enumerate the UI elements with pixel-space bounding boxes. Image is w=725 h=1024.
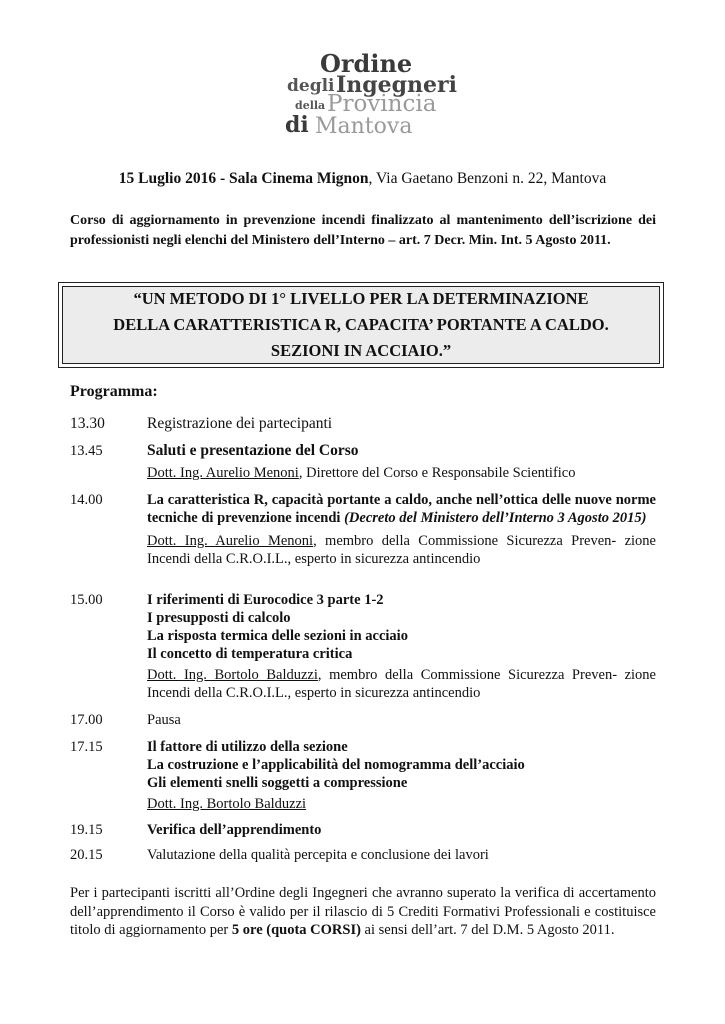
program-text: Registrazione dei partecipanti: [147, 415, 333, 432]
program-text: La caratteristica R, capacità portante a caldo, anche nell’ottica delle nuove norme tecniche di prevenzione incendi: [147, 492, 656, 526]
logo-word-della: della: [295, 99, 326, 112]
program-line: La risposta termica delle sezioni in acciaio: [147, 628, 408, 644]
course-title: [62, 286, 660, 364]
course-intro: Corso di aggiornamento in prevenzione incendi finalizzato al mantenimento dell’iscrizione dei professionisti negli elenchi del Ministero dell’Interno – art. 7 Decr. Min. Int. 5 Agosto 2011.: [70, 213, 656, 248]
logo-word-degli: degli: [287, 76, 335, 96]
speaker-name: Dott. Ing. Bortolo Balduzzi: [147, 667, 318, 683]
logo-word-ordine: Ordine: [320, 49, 413, 78]
credits-note: [70, 884, 656, 940]
program-time: 20.15: [70, 847, 103, 863]
program-time: 17.00: [70, 712, 103, 728]
speaker-name: Dott. Ing. Aurelio Menoni: [147, 465, 299, 481]
speaker-name: Dott. Ing. Bortolo Balduzzi: [147, 796, 307, 812]
program-time: 13.45: [70, 443, 103, 459]
event-address: , Via Gaetano Benzoni n. 22, Mantova: [368, 170, 607, 187]
program-text: Saluti e presentazione del Corso: [147, 442, 359, 459]
speaker-role: , membro della Commissione Sicurezza Preven- zione Incendi della C.R.O.I.L., esperto in sicurezza antincendio: [147, 533, 656, 567]
speaker-role: , membro della Commissione Sicurezza Preven- zione Incendi della C.R.O.I.L., esperto in sicurezza antincendio: [147, 667, 656, 701]
title-line-2: DELLA CARATTERISTICA R, CAPACITA’ PORTANTE A CALDO.: [113, 315, 609, 334]
program-text: Verifica dell’apprendimento: [147, 822, 322, 838]
programma-heading: Programma:: [70, 383, 158, 400]
program-line: Il fattore di utilizzo della sezione: [147, 739, 348, 755]
logo-word-provincia: Provincia: [327, 91, 437, 117]
program-text-italic: (Decreto del Ministero dell’Interno 3 Agosto 2015): [344, 510, 647, 526]
logo-word-mantova: Mantova: [315, 114, 413, 139]
event-dateline: [0, 170, 725, 188]
program-time: 14.00: [70, 492, 103, 508]
title-line-1: “UN METODO DI 1° LIVELLO PER LA DETERMINAZIONE: [133, 289, 589, 308]
program-text: Pausa: [147, 712, 181, 728]
speaker-name: Dott. Ing. Aurelio Menoni: [147, 533, 314, 549]
course-title-box: [58, 282, 664, 368]
program-time: 19.15: [70, 822, 103, 838]
logo-word-ingegneri: Ingegneri: [336, 72, 457, 98]
title-line-3: SEZIONI IN ACCIAIO.”: [270, 341, 452, 360]
credits-note-text: Per i partecipanti iscritti all’Ordine degli Ingegneri che avranno superato la verifica di accertamento dell’apprendimento il Corso è valido per il rilascio di 5 Crediti Formativi Professionali e costituisce titolo di aggiornamento per: [70, 885, 656, 938]
credits-note-tail: ai sensi dell’art. 7 del D.M. 5 Agosto 2011.: [360, 922, 615, 938]
program-line: Il concetto di temperatura critica: [147, 646, 353, 662]
program-line: I presupposti di calcolo: [147, 610, 291, 626]
credits-note-hours: 5 ore (quota CORSI): [231, 922, 361, 938]
program-time: 17.15: [70, 739, 103, 755]
event-date-place: 15 Luglio 2016 - Sala Cinema Mignon: [118, 170, 369, 187]
logo-word-di: di: [285, 112, 309, 138]
program-time: 13.30: [70, 415, 105, 432]
program-line: I riferimenti di Eurocodice 3 parte 1-2: [147, 592, 384, 608]
program-line: Gli elementi snelli soggetti a compressione: [147, 775, 408, 791]
program-line: La costruzione e l’applicabilità del nomogramma dell’acciaio: [147, 757, 525, 773]
speaker-role: , Direttore del Corso e Responsabile Scientifico: [298, 465, 576, 481]
program-text: Valutazione della qualità percepita e conclusione dei lavori: [147, 847, 489, 863]
ordine-ingegneri-logo: [283, 49, 463, 142]
program-time: 15.00: [70, 592, 103, 608]
